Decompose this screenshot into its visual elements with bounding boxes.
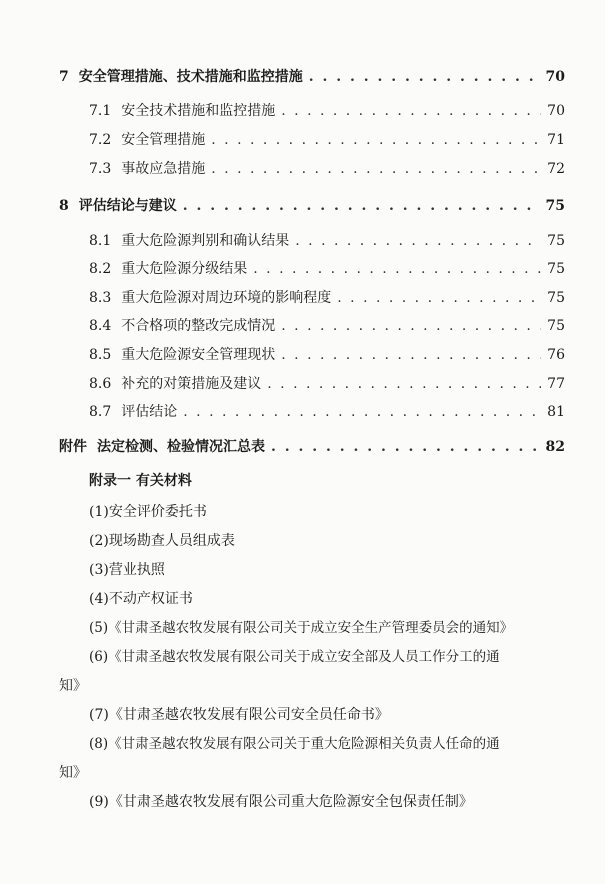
toc-leader-dots [281, 315, 541, 337]
toc-leader-dots [211, 158, 541, 180]
toc-number: 7 [59, 69, 69, 85]
toc-number: 8.7 [89, 404, 112, 420]
toc-page-number: 76 [547, 347, 565, 363]
toc-label: 重大危险源分级结果 [121, 261, 248, 277]
toc-entry-8-6[interactable] [89, 373, 565, 395]
appendix-item: (8)《甘肃圣越农牧发展有限公司关于重大危险源相关负责人任命的通 [89, 736, 500, 752]
appendix-item: (9)《甘肃圣越农牧发展有限公司重大危险源安全包保责任制》 [89, 794, 473, 810]
toc-leader-dots [253, 258, 541, 280]
toc-label: 评估结论 [121, 404, 178, 420]
toc-page-number: 75 [547, 318, 565, 334]
toc-page-number: 72 [547, 161, 565, 177]
toc-number: 附件 [59, 439, 87, 455]
toc-entry-8-3[interactable] [89, 287, 565, 309]
toc-entry-8-7[interactable] [89, 401, 565, 423]
toc-label: 事故应急措施 [121, 161, 206, 177]
toc-leader-dots [309, 66, 540, 88]
toc-label: 重大危险源对周边环境的影响程度 [121, 290, 332, 306]
toc-page-number: 77 [547, 376, 565, 392]
toc-label: 法定检测、检验情况汇总表 [97, 439, 265, 455]
toc-label: 评估结论与建议 [78, 198, 177, 214]
toc-number: 7.2 [89, 132, 112, 148]
toc-page-number: 70 [547, 103, 565, 119]
toc-number: 8.6 [89, 376, 112, 392]
toc-entry-7-1[interactable] [89, 100, 565, 122]
appendix-item-continuation: 知》 [59, 765, 87, 781]
toc-number: 7.3 [89, 161, 112, 177]
toc-entry-8-4[interactable] [89, 315, 565, 337]
toc-label: 安全技术措施和监控措施 [121, 103, 276, 119]
toc-page-number: 75 [547, 261, 565, 277]
toc-number: 8.5 [89, 347, 112, 363]
toc-page-number: 75 [545, 198, 565, 214]
appendix-item: (2)现场勘查人员组成表 [89, 533, 235, 549]
appendix-item: (1)安全评价委托书 [89, 504, 207, 520]
appendix-item-continuation: 知》 [59, 678, 87, 694]
toc-entry-8-5[interactable] [89, 344, 565, 366]
appendix-item: (3)营业执照 [89, 562, 165, 578]
toc-label: 安全管理措施 [121, 132, 206, 148]
toc-entry-8-1[interactable] [89, 230, 565, 252]
toc-label: 补充的对策措施及建议 [121, 376, 262, 392]
toc-leader-dots [211, 129, 541, 151]
toc-leader-dots [281, 344, 541, 366]
appendix-item: (4)不动产权证书 [89, 591, 193, 607]
toc-page-number: 75 [547, 290, 565, 306]
toc-number: 8 [59, 198, 69, 214]
toc-leader-dots [271, 436, 540, 458]
toc-leader-dots [281, 100, 541, 122]
toc-leader-dots [183, 401, 541, 423]
toc-entry-attachment[interactable] [59, 436, 565, 458]
toc-leader-dots [267, 373, 541, 395]
toc-label: 重大危险源安全管理现状 [121, 347, 276, 363]
toc-leader-dots [295, 230, 541, 252]
toc-number: 8.2 [89, 261, 112, 277]
toc-label: 安全管理措施、技术措施和监控措施 [78, 69, 303, 85]
toc-page-number: 81 [547, 404, 565, 420]
appendix-item: (6)《甘肃圣越农牧发展有限公司关于成立安全部及人员工作分工的通 [89, 649, 500, 665]
toc-number: 8.4 [89, 318, 112, 334]
toc-entry-8-2[interactable] [89, 258, 565, 280]
toc-leader-dots [183, 195, 540, 217]
toc-label: 不合格项的整改完成情况 [121, 318, 276, 334]
toc-page-number: 71 [547, 132, 565, 148]
toc-number: 7.1 [89, 103, 112, 119]
toc-entry-7-3[interactable] [89, 158, 565, 180]
appendix-item: (5)《甘肃圣越农牧发展有限公司关于成立安全生产管理委员会的通知》 [89, 620, 514, 636]
toc-label: 重大危险源判别和确认结果 [121, 233, 290, 249]
toc-page-number: 70 [545, 69, 565, 85]
toc-page-number: 75 [547, 233, 565, 249]
appendix-item: (7)《甘肃圣越农牧发展有限公司安全员任命书》 [89, 707, 389, 723]
toc-entry-7-2[interactable] [89, 129, 565, 151]
toc-leader-dots [337, 287, 541, 309]
toc-entry-7[interactable] [59, 66, 565, 88]
toc-number: 8.1 [89, 233, 112, 249]
appendix-title: 附录一 有关材料 [89, 473, 192, 489]
toc-entry-8[interactable] [59, 195, 565, 217]
toc-number: 8.3 [89, 290, 112, 306]
toc-page-number: 82 [545, 439, 565, 455]
